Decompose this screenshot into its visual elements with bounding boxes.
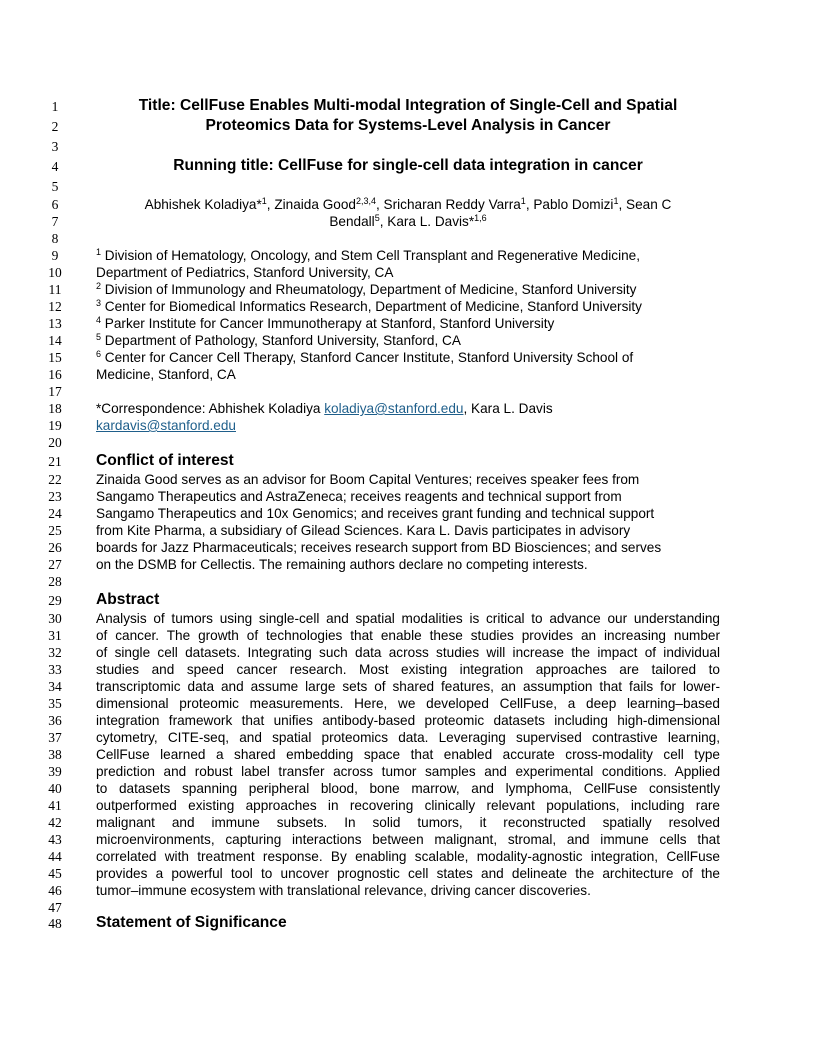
- line-number: 15: [48, 350, 62, 365]
- author-list-line-1: [96, 196, 720, 213]
- line-number: 17: [48, 384, 62, 399]
- line-number: 31: [48, 628, 62, 643]
- author-name: , Sricharan Reddy Varra: [375, 197, 521, 212]
- line-number: 25: [48, 523, 62, 538]
- affiliation-6-cont: Medicine, Stanford, CA: [96, 367, 236, 382]
- affiliation-number: 1: [96, 247, 102, 257]
- affiliation-number: 6: [96, 349, 102, 359]
- line-number: 24: [48, 506, 62, 521]
- abstract-line: Analysis of tumors using single-cell and spatial modalities is critical to advance our understanding: [96, 611, 720, 626]
- line-number: 7: [51, 214, 59, 229]
- correspondence-line-2: [96, 417, 720, 434]
- abstract-line: to datasets spanning peripheral blood, bone marrow, and lymphoma, CellFuse consistently: [96, 781, 720, 796]
- author-affiliation-sup: 2,3,4: [355, 196, 376, 206]
- line-number: 46: [48, 883, 62, 898]
- author-affiliation-sup: 1,6: [474, 213, 487, 223]
- line-number: 23: [48, 489, 62, 504]
- abstract-line: integration framework that unifies antibody-based proteomic datasets including high-dimensional: [96, 713, 720, 728]
- line-number: 16: [48, 367, 62, 382]
- section-heading-significance: Statement of Significance: [96, 914, 287, 931]
- line-number: 39: [48, 764, 62, 779]
- correspondence-label: *Correspondence: Abhishek Koladiya: [96, 401, 325, 416]
- abstract-line: correlated with treatment response. By enabling scalable, modality-agnostic integration, CellFuse: [96, 849, 720, 864]
- author-name: , Kara L. Davis*: [379, 214, 475, 229]
- line-number: 30: [48, 611, 62, 626]
- affiliation-text: Center for Cancer Cell Therapy, Stanford Cancer Institute, Stanford University School of: [101, 350, 634, 365]
- abstract-line: dimensional proteomic measurements. Here, we developed CellFuse, a deep learning–based: [96, 696, 720, 711]
- abstract-line: CellFuse learned a shared embedding space that enabled accurate cross-modality cell type: [96, 747, 720, 762]
- line-number: 3: [51, 139, 59, 154]
- author-list-line-2: [96, 213, 720, 230]
- line-number: 40: [48, 781, 62, 796]
- email-link-koladiya[interactable]: koladiya@stanford.edu: [324, 401, 464, 416]
- line-number: 6: [51, 197, 59, 212]
- section-heading-abstract: Abstract: [96, 591, 160, 608]
- affiliation-number: 3: [96, 298, 102, 308]
- paragraph-line: from Kite Pharma, a subsidiary of Gilead Sciences. Kara L. Davis participates in advisory: [96, 523, 631, 538]
- author-name: , Zinaida Good: [266, 197, 356, 212]
- line-number: 48: [48, 916, 62, 931]
- line-number: 47: [48, 900, 62, 915]
- line-number: 22: [48, 472, 62, 487]
- line-number: 35: [48, 696, 62, 711]
- abstract-line: transcriptomic data and assume large sets of shared features, an assumption that fails for lower-: [96, 679, 720, 694]
- affiliation-2: [96, 281, 720, 298]
- paragraph-line: boards for Jazz Pharmaceuticals; receives research support from BD Biosciences; and serves: [96, 540, 662, 555]
- line-number: 10: [48, 265, 62, 280]
- affiliation-number: 4: [96, 315, 102, 325]
- abstract-line: tumor–immune ecosystem with translational relevance, driving cancer discoveries.: [96, 883, 591, 898]
- line-number: 4: [51, 159, 59, 174]
- paragraph-line: Zinaida Good serves as an advisor for Boom Capital Ventures; receives speaker fees from: [96, 472, 640, 487]
- line-number: 45: [48, 866, 62, 881]
- line-number: 8: [51, 231, 59, 246]
- affiliation-text: Parker Institute for Cancer Immunotherapy at Stanford, Stanford University: [101, 316, 555, 331]
- affiliation-3: [96, 298, 720, 315]
- affiliation-4: [96, 315, 720, 332]
- line-number: 18: [48, 401, 62, 416]
- line-number: 34: [48, 679, 62, 694]
- author-affiliation-sup: 1: [613, 196, 619, 206]
- abstract-line: of cancer. The growth of technologies that enable these studies provides an increasing number: [96, 628, 720, 643]
- line-number: 9: [51, 248, 59, 263]
- line-number: 13: [48, 316, 62, 331]
- line-number: 29: [48, 593, 62, 608]
- abstract-line: of single cell datasets. Integrating such data across studies will increase the impact of individual: [96, 645, 720, 660]
- line-number: 11: [48, 282, 62, 297]
- affiliation-number: 2: [96, 281, 102, 291]
- affiliation-5: [96, 332, 720, 349]
- author-name: , Pablo Domizi: [525, 197, 614, 212]
- line-number: 28: [48, 574, 62, 589]
- line-number: 21: [48, 454, 62, 469]
- author-affiliation-sup: 5: [374, 213, 380, 223]
- line-number: 5: [51, 179, 59, 194]
- correspondence-line: [96, 400, 720, 417]
- abstract-line: microenvironments, capturing interactions between malignant, stromal, and immune cells that: [96, 832, 720, 847]
- paragraph-line: on the DSMB for Cellectis. The remaining authors declare no competing interests.: [96, 557, 588, 572]
- line-number: 27: [48, 557, 62, 572]
- line-number: 41: [48, 798, 62, 813]
- line-number: 20: [48, 435, 62, 450]
- affiliation-text: Department of Pathology, Stanford University, Stanford, CA: [101, 333, 461, 348]
- abstract-line: cytometry, CITE-seq, and spatial proteomics data. Leveraging supervised contrastive learning,: [96, 730, 720, 745]
- line-number: 32: [48, 645, 62, 660]
- abstract-line: prediction and robust label transfer across tumor samples and experimental conditions. Applied: [96, 764, 720, 779]
- affiliation-1-cont: Department of Pediatrics, Stanford University, CA: [96, 265, 394, 280]
- line-number: 19: [48, 418, 62, 433]
- correspondence-text: , Kara L. Davis: [463, 401, 553, 416]
- running-title: Running title: CellFuse for single-cell data integration in cancer: [173, 157, 643, 174]
- line-number: 42: [48, 815, 62, 830]
- affiliation-text: Center for Biomedical Informatics Research, Department of Medicine, Stanford University: [101, 299, 642, 314]
- affiliation-text: Division of Immunology and Rheumatology, Department of Medicine, Stanford University: [101, 282, 637, 297]
- line-number: 36: [48, 713, 62, 728]
- line-number: 1: [51, 99, 59, 114]
- abstract-line: malignant and immune subsets. In solid tumors, it reconstructed spatially resolved: [96, 815, 720, 830]
- abstract-line: outperformed existing approaches in recovering clinically relevant populations, including rare: [96, 798, 720, 813]
- section-heading-conflict: Conflict of interest: [96, 452, 234, 469]
- line-number: 14: [48, 333, 62, 348]
- author-name: Abhishek Koladiya*: [144, 197, 262, 212]
- line-number: 2: [51, 119, 59, 134]
- line-number: 43: [48, 832, 62, 847]
- affiliation-number: 5: [96, 332, 102, 342]
- abstract-line: provides a powerful tool to uncover prognostic cell states and delineate the architecture of the: [96, 866, 720, 881]
- line-number: 44: [48, 849, 62, 864]
- paragraph-line: Sangamo Therapeutics and AstraZeneca; receives reagents and technical support from: [96, 489, 622, 504]
- line-number: 12: [48, 299, 62, 314]
- author-affiliation-sup: 1: [261, 196, 267, 206]
- paper-title-line-2: Proteomics Data for Systems-Level Analysis in Cancer: [205, 117, 611, 134]
- line-number: 38: [48, 747, 62, 762]
- line-number: 37: [48, 730, 62, 745]
- affiliation-6: [96, 349, 720, 366]
- paper-title-line-1: Title: CellFuse Enables Multi-modal Integration of Single-Cell and Spatial: [138, 97, 678, 114]
- line-number: 26: [48, 540, 62, 555]
- email-link-kardavis[interactable]: kardavis@stanford.edu: [96, 418, 236, 433]
- abstract-line: studies and speed cancer research. Most existing integration approaches are tailored to: [96, 662, 720, 677]
- author-name: , Sean C: [618, 197, 672, 212]
- line-number: 33: [48, 662, 62, 677]
- affiliation-text: Division of Hematology, Oncology, and Stem Cell Transplant and Regenerative Medicine,: [101, 248, 641, 263]
- author-affiliation-sup: 1: [520, 196, 526, 206]
- author-name: Bendall: [329, 214, 375, 229]
- affiliation-1: [96, 247, 720, 264]
- paragraph-line: Sangamo Therapeutics and 10x Genomics; and receives grant funding and technical support: [96, 506, 655, 521]
